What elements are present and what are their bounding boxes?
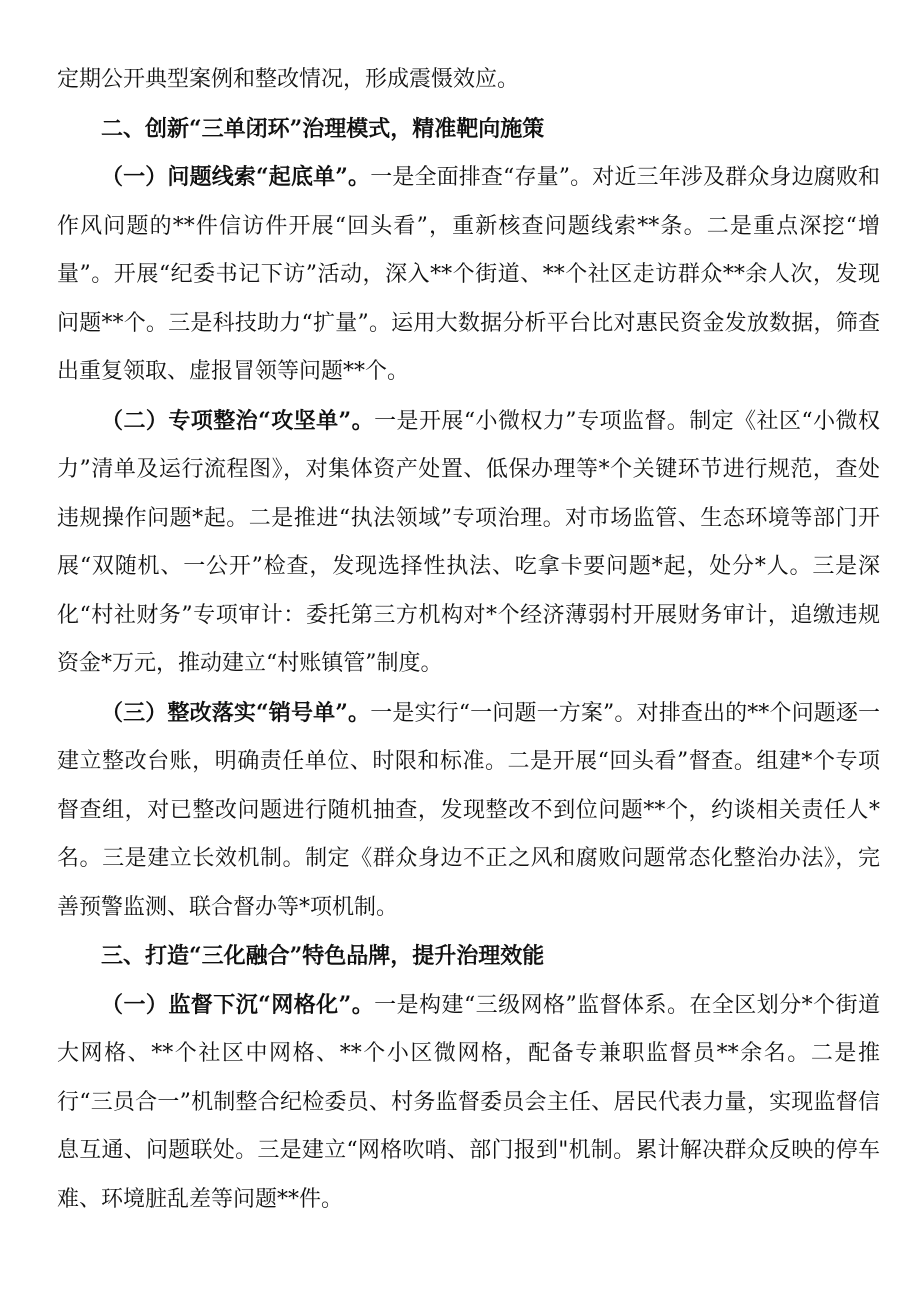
paragraph-special-rectification-body: 一是开展“小微权力”专项监督。制定《社区“小微权力”清单及运行流程图》，对集体资产处置、低保办理等*个关键环节进行规范，查处违规操作问题*起。二是推进“执法领域”专项治理。对市场监管、生态环境等部门开展“双随机、一公开”检查，发现选择性执法、吃拿卡要问题*起，处分*人。三是深化“村社财务”专项审计：委托第三方机构对*个经济薄弱村开展财务审计，追缴违规资金*万元，推动建立“村账镇管”制度。 <box>57 408 881 676</box>
subheading-special-rectification: （二）专项整治“攻坚单”。 <box>101 407 375 434</box>
paragraph-clue-list-body: 一是全面排查“存量”。对近三年涉及群众身边腐败和作风问题的**件信访件开展“回头看”，重新核查问题线索**条。二是重点深挖“增量”。开展“纪委书记下访”活动，深入**个街道、**个社区走访群众**余人次，发现问题**个。三是科技助力“扩量”。运用大数据分析平台比对惠民资金发放数据，筛查出重复领取、虚报冒领等问题**个。 <box>57 165 880 384</box>
subheading-rectification-closure: （三）整改落实“销号单”。 <box>101 699 371 726</box>
document-body <box>57 56 880 1224</box>
paragraph-grid-supervision <box>57 981 880 1225</box>
paragraph-rectification-closure-body: 一是实行“一问题一方案”。对排查出的**个问题逐一建立整改台账，明确责任单位、时限和标准。二是开展“回头看”督查。组建*个专项督查组，对已整改问题进行随机抽查，发现整改不到位问题**个，约谈相关责任人*名。三是建立长效机制。制定《群众身边不正之风和腐败问题常态化整治办法》，完善预警监测、联合督办等*项机制。 <box>57 700 880 920</box>
subheading-clue-list: （一）问题线索“起底单”。 <box>101 164 371 190</box>
section-heading-3: 三、打造“三化融合”特色品牌，提升治理效能 <box>101 943 545 969</box>
paragraph-grid-supervision-body: 一是构建“三级网格”监督体系。在全区划分*个街道大网格、**个社区中网格、**个小区微网格，配备专兼职监督员**余名。二是推行“三员合一”机制整合纪检委员、村务监督委员会主任、居民代表力量，实现监督信息互通、问题联处。三是建立“网格吹哨、部门报到"机制。累计解决群众反映的停车难、环境脏乱差等问题**件。 <box>57 992 880 1212</box>
paragraph-clue-list <box>57 153 880 397</box>
paragraph-special-rectification <box>57 397 880 689</box>
paragraph-continuation: 定期公开典型案例和整改情况，形成震慑效应。 <box>57 67 520 92</box>
section-heading-2: 二、创新“三单闭环”治理模式，精准靶向施策 <box>101 115 545 142</box>
paragraph-rectification-closure <box>57 689 880 933</box>
subheading-grid-supervision: （一）监督下沉“网格化”。 <box>101 991 375 1018</box>
